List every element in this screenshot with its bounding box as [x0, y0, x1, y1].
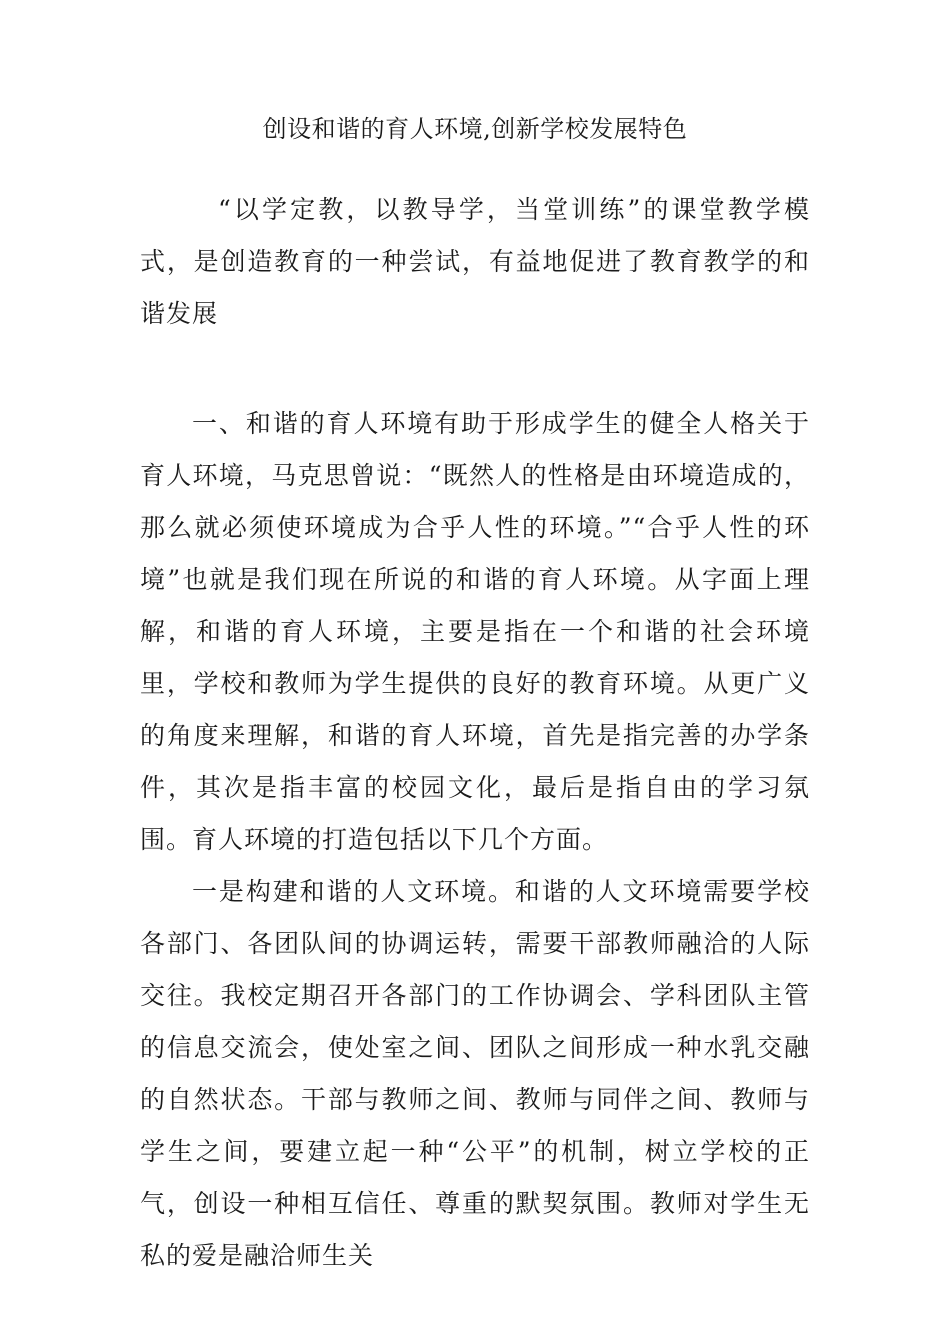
paragraph-2: 一是构建和谐的人文环境。和谐的人文环境需要学校各部门、各团队间的协调运转，需要干部教师融洽的人际交往。我校定期召开各部门的工作协调会、学科团队主管的信息交流会，使处室之间、团队之间形成一种水乳交融的自然状态。干部与教师之间、教师与同伴之间、教师与学生之间，要建立起一种“公平”的机制，树立学校的正气，创设一种相互信任、尊重的默契氛围。教师对学生无私的爱是融洽师生关 [140, 877, 810, 1270]
intro-paragraph: “以学定教，以教导学，当堂训练”的课堂教学模式，是创造教育的一种尝试，有益地促进了教育教学的和谐发展 [140, 195, 810, 328]
body-text [140, 398, 810, 1282]
paragraph-1: 一、和谐的育人环境有助于形成学生的健全人格关于育人环境，马克思曾说：“既然人的性格是由环境造成的，那么就必须使环境成为合乎人性的环境。”“合乎人性的环境”也就是我们现在所说的和谐的育人环境。从字面上理解，和谐的育人环境，主要是指在一个和谐的社会环境里，学校和教师为学生提供的良好的教育环境。从更广义的角度来理解，和谐的育人环境，首先是指完善的办学条件，其次是指丰富的校园文化，最后是指自由的学习氛围。育人环境的打造包括以下几个方面。 [140, 409, 810, 854]
document-title: 创设和谐的育人环境,创新学校发展特色 [262, 115, 688, 143]
intro-block [140, 184, 810, 340]
